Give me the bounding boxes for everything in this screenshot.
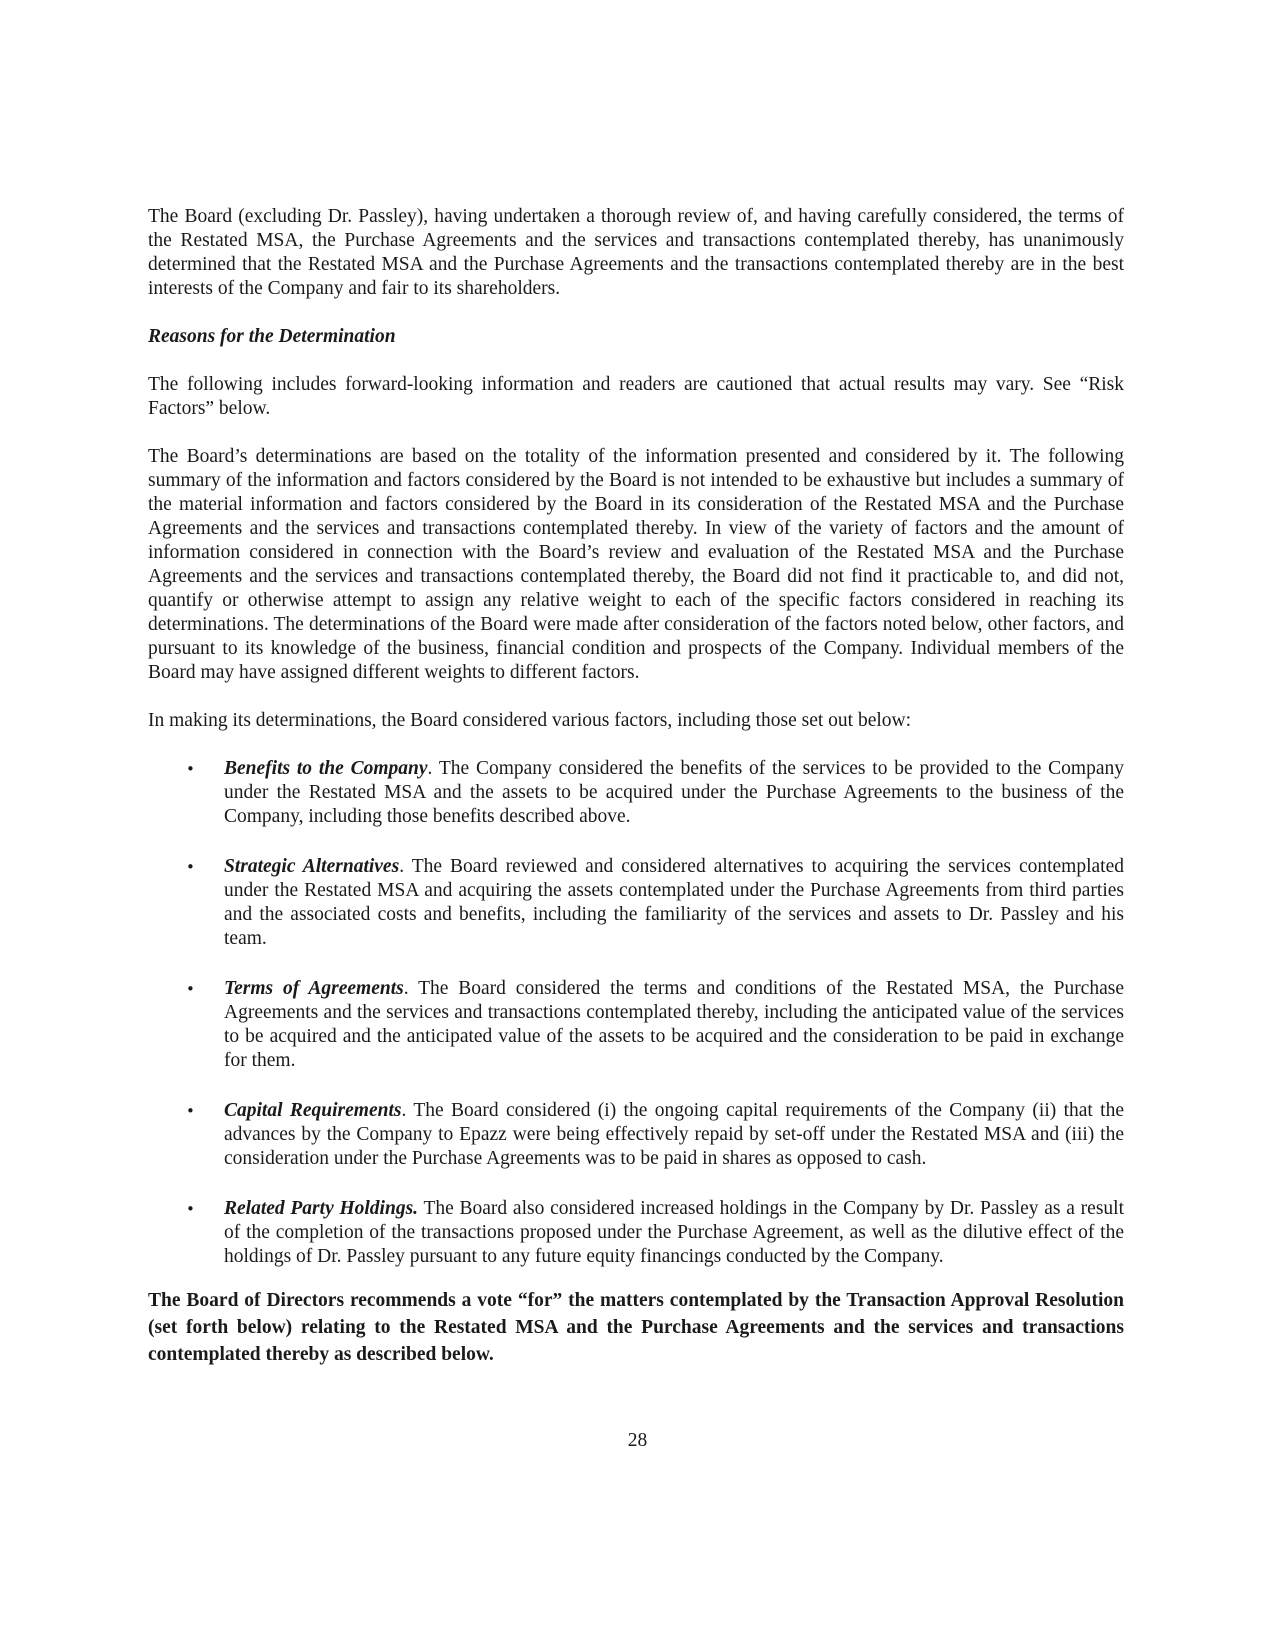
- factor-text: . The Company considered the benefits of the services to be provided to the Company under the Restated MSA and the assets to be acquired under the Purchase Agreements to the business of the Company, including those benefits described above.: [224, 758, 1124, 827]
- board-recommendation: The Board of Directors recommends a vote “for” the matters contemplated by the Transaction Approval Resolution (set forth below) relating to the Restated MSA and the Purchase Agreements and the services and transactions contemplated thereby as described below.: [148, 1290, 1124, 1365]
- list-item-related-party-holdings: [148, 1197, 1124, 1269]
- bullet-icon: •: [186, 980, 195, 998]
- bullet-icon: •: [186, 1200, 195, 1218]
- determinations-paragraph: The Board’s determinations are based on the totality of the information presented and considered by it. The following summary of the information and factors considered by the Board is not intended to be exhaustive but includes a summary of the material information and factors considered by the Board in its consideration of the Restated MSA and the Purchase Agreements and the services and transactions contemplated thereby. In view of the variety of factors and the amount of information considered in connection with the Board’s review and evaluation of the Restated MSA and the Purchase Agreements and the services and transactions contemplated thereby, the Board did not find it practicable to, and did not, quantify or otherwise attempt to assign any relative weight to each of the specific factors considered in reaching its determinations. The determinations of the Board were made after consideration of the factors noted below, other factors, and pursuant to its knowledge of the business, financial condition and prospects of the Company. Individual members of the Board may have assigned different weights to different factors.: [148, 446, 1124, 683]
- factor-text: . The Board considered the terms and conditions of the Restated MSA, the Purchase Agreements and the services and transactions contemplated thereby, including the anticipated value of the services to be acquired and the anticipated value of the assets to be acquired and the consideration to be paid in exchange for them.: [224, 978, 1124, 1071]
- list-item-capital-requirements: [148, 1099, 1124, 1171]
- list-item-strategic-alternatives: [148, 855, 1124, 951]
- list-item-benefits: [148, 757, 1124, 829]
- bullet-icon: •: [186, 760, 195, 778]
- factor-title: Strategic Alternatives: [224, 856, 400, 877]
- factors-list: [148, 757, 1124, 1269]
- factor-title: Related Party Holdings.: [224, 1198, 419, 1219]
- factor-text: . The Board considered (i) the ongoing capital requirements of the Company (ii) that the advances by the Company to Epazz were being effectively repaid by set-off under the Restated MSA and (iii) the consideration under the Purchase Agreements was to be paid in shares as opposed to cash.: [224, 1100, 1124, 1169]
- factor-title: Capital Requirements: [224, 1100, 402, 1121]
- list-item-terms-of-agreements: [148, 977, 1124, 1073]
- section-heading: Reasons for the Determination: [148, 326, 396, 347]
- bullet-icon: •: [186, 1102, 195, 1120]
- document-page: [148, 205, 1124, 1368]
- factor-text: The Board also considered increased holdings in the Company by Dr. Passley as a result of the completion of the transactions proposed under the Purchase Agreement, as well as the dilutive effect of the holdings of Dr. Passley pursuant to any future equity financings conducted by the Company.: [224, 1198, 1124, 1267]
- factor-title: Benefits to the Company: [224, 758, 428, 779]
- page-number: 28: [627, 1430, 648, 1451]
- factor-title: Terms of Agreements: [224, 978, 404, 999]
- bullet-icon: •: [186, 858, 195, 876]
- factors-intro-paragraph: In making its determinations, the Board considered various factors, including those set out below:: [148, 710, 912, 731]
- forward-looking-paragraph: The following includes forward-looking information and readers are cautioned that actual results may vary. See “Risk Factors” below.: [148, 374, 1124, 419]
- intro-paragraph: The Board (excluding Dr. Passley), having undertaken a thorough review of, and having carefully considered, the terms of the Restated MSA, the Purchase Agreements and the services and transactions contemplated thereby, has unanimously determined that the Restated MSA and the Purchase Agreements and the transactions contemplated thereby are in the best interests of the Company and fair to its shareholders.: [148, 206, 1124, 299]
- factor-text: . The Board reviewed and considered alternatives to acquiring the services contemplated under the Restated MSA and acquiring the assets contemplated under the Purchase Agreements from third parties and the associated costs and benefits, including the familiarity of the services and assets to Dr. Passley and his team.: [224, 856, 1124, 949]
